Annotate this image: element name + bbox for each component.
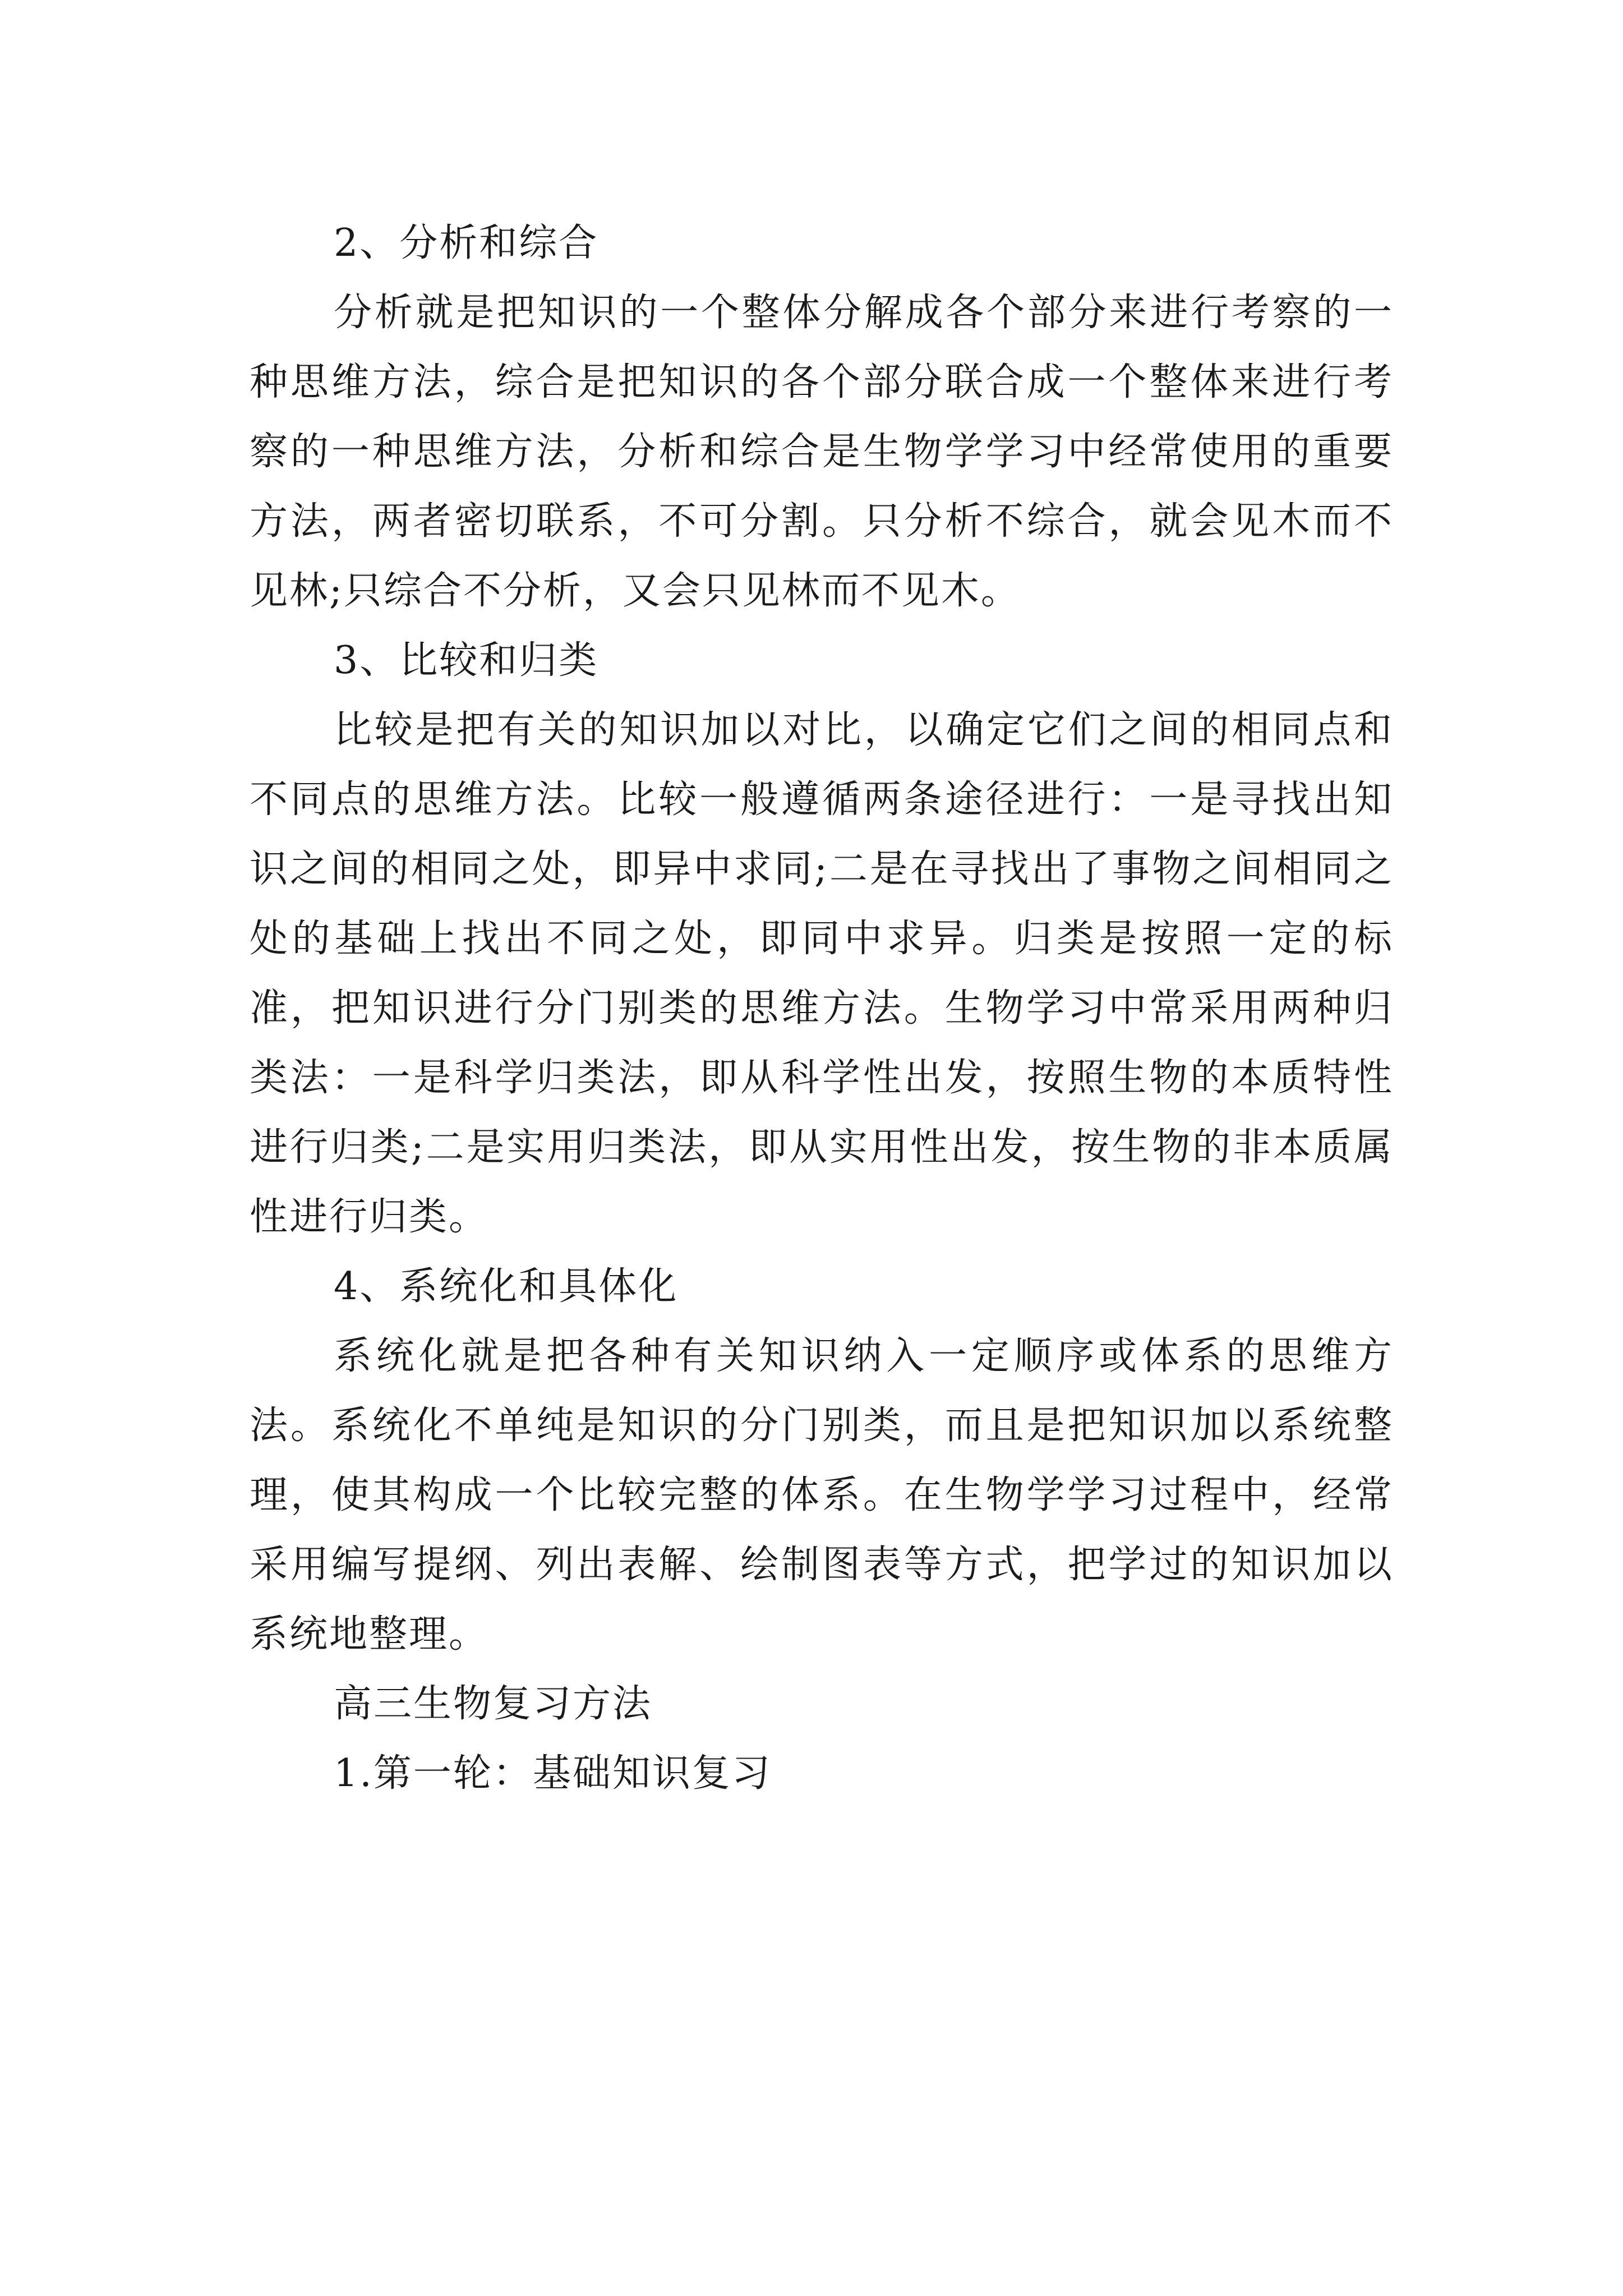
- section-heading-analysis-synthesis: 2、分析和综合: [334, 221, 599, 265]
- document-body: [250, 209, 1394, 1809]
- paragraph-systematize-concretize: 系统化就是把各种有关知识纳入一定顺序或体系的思维方法。系统化不单纯是知识的分门别类，而且是把知识加以系统整理，使其构成一个比较完整的体系。在生物学学习过程中，经常采用编写提纲、列出表解、绘制图表等方式，把学过的知识加以系统地整理。: [250, 1334, 1394, 1657]
- section-heading-systematize-concretize: 4、系统化和具体化: [334, 1264, 679, 1309]
- section-heading-first-round: 1.第一轮：基础知识复习: [334, 1751, 772, 1796]
- paragraph-analysis-synthesis: 分析就是把知识的一个整体分解成各个部分来进行考察的一种思维方法，综合是把知识的各个部分联合成一个整体来进行考察的一种思维方法，分析和综合是生物学学习中经常使用的重要方法，两者密切联系，不可分割。只分析不综合，就会见木而不见林;只综合不分析，又会只见林而不见木。: [250, 291, 1394, 613]
- section-heading-review-methods: 高三生物复习方法: [334, 1682, 653, 1726]
- section-heading-compare-classify: 3、比较和归类: [334, 638, 599, 683]
- paragraph-compare-classify: 比较是把有关的知识加以对比，以确定它们之间的相同点和不同点的思维方法。比较一般遵循两条途径进行：一是寻找出知识之间的相同之处，即异中求同;二是在寻找出了事物之间相同之处的基础上找出不同之处，即同中求异。归类是按照一定的标准，把知识进行分门别类的思维方法。生物学习中常采用两种归类法：一是科学归类法，即从科学性出发，按照生物的本质特性进行归类;二是实用归类法，即从实用性出发，按生物的非本质属性进行归类。: [250, 708, 1394, 1239]
